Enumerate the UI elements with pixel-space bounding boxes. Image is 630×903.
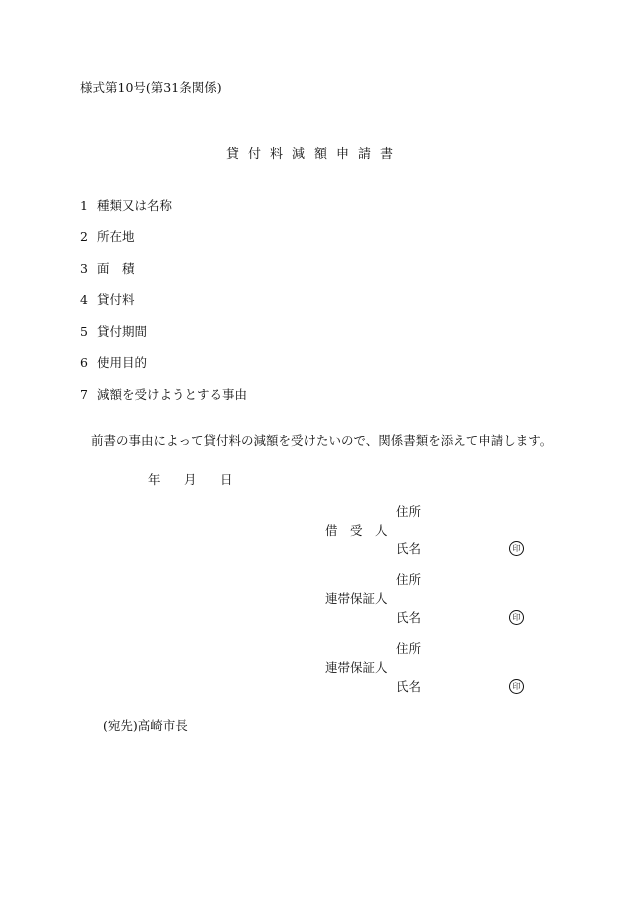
item-location bbox=[80, 231, 135, 244]
seal-mark: 印 bbox=[509, 679, 524, 694]
seal-mark: 印 bbox=[509, 610, 524, 625]
title-char: 貸 bbox=[226, 147, 240, 162]
item-label: 貸付料 bbox=[97, 292, 135, 307]
party-address-label: 住所 bbox=[396, 641, 422, 656]
item-label: 種類又は名称 bbox=[97, 198, 173, 213]
title-char: 付 bbox=[248, 147, 262, 162]
item-number: 6 bbox=[80, 355, 88, 370]
party-address-label: 住所 bbox=[396, 572, 422, 587]
item-number: 2 bbox=[80, 229, 88, 244]
title-char: 書 bbox=[380, 147, 394, 162]
title-char: 額 bbox=[314, 147, 328, 162]
item-number: 3 bbox=[80, 261, 88, 276]
document-title bbox=[226, 148, 402, 161]
item-label: 貸付期間 bbox=[97, 324, 148, 339]
party-name-label: 氏名 bbox=[396, 541, 422, 556]
item-number: 7 bbox=[80, 387, 88, 402]
item-label: 減額を受けようとする事由 bbox=[97, 387, 248, 402]
seal-mark: 印 bbox=[509, 541, 524, 556]
title-char: 料 bbox=[270, 147, 284, 162]
party-role-guarantor: 連帯保証人 bbox=[325, 660, 388, 675]
item-reason bbox=[80, 389, 247, 402]
application-statement: 前書の事由によって貸付料の減額を受けたいので、関係書類を添えて申請します。 bbox=[91, 433, 553, 448]
title-char: 減 bbox=[292, 147, 306, 162]
item-label: 所在地 bbox=[97, 229, 135, 244]
addressee: (宛先)高崎市長 bbox=[103, 718, 188, 733]
item-label: 面 積 bbox=[97, 261, 135, 276]
party-name-label: 氏名 bbox=[396, 679, 422, 694]
party-address-label: 住所 bbox=[396, 504, 422, 519]
title-char: 申 bbox=[336, 147, 350, 162]
item-period bbox=[80, 326, 147, 339]
item-number: 5 bbox=[80, 324, 88, 339]
title-char: 請 bbox=[358, 147, 372, 162]
item-number: 4 bbox=[80, 292, 88, 307]
date-year: 年 bbox=[148, 472, 161, 487]
item-kind-name bbox=[80, 200, 172, 213]
item-label: 使用目的 bbox=[97, 355, 148, 370]
party-role-borrower: 借 受 人 bbox=[325, 523, 388, 538]
date-day: 日 bbox=[220, 472, 233, 487]
date-month: 月 bbox=[184, 472, 197, 487]
party-role-guarantor: 連帯保証人 bbox=[325, 591, 388, 606]
form-number: 様式第10号(第31条関係) bbox=[80, 80, 222, 95]
item-area bbox=[80, 263, 135, 276]
party-name-label: 氏名 bbox=[396, 610, 422, 625]
item-rent bbox=[80, 294, 135, 307]
date-line bbox=[148, 474, 233, 487]
item-purpose bbox=[80, 357, 147, 370]
item-number: 1 bbox=[80, 198, 88, 213]
